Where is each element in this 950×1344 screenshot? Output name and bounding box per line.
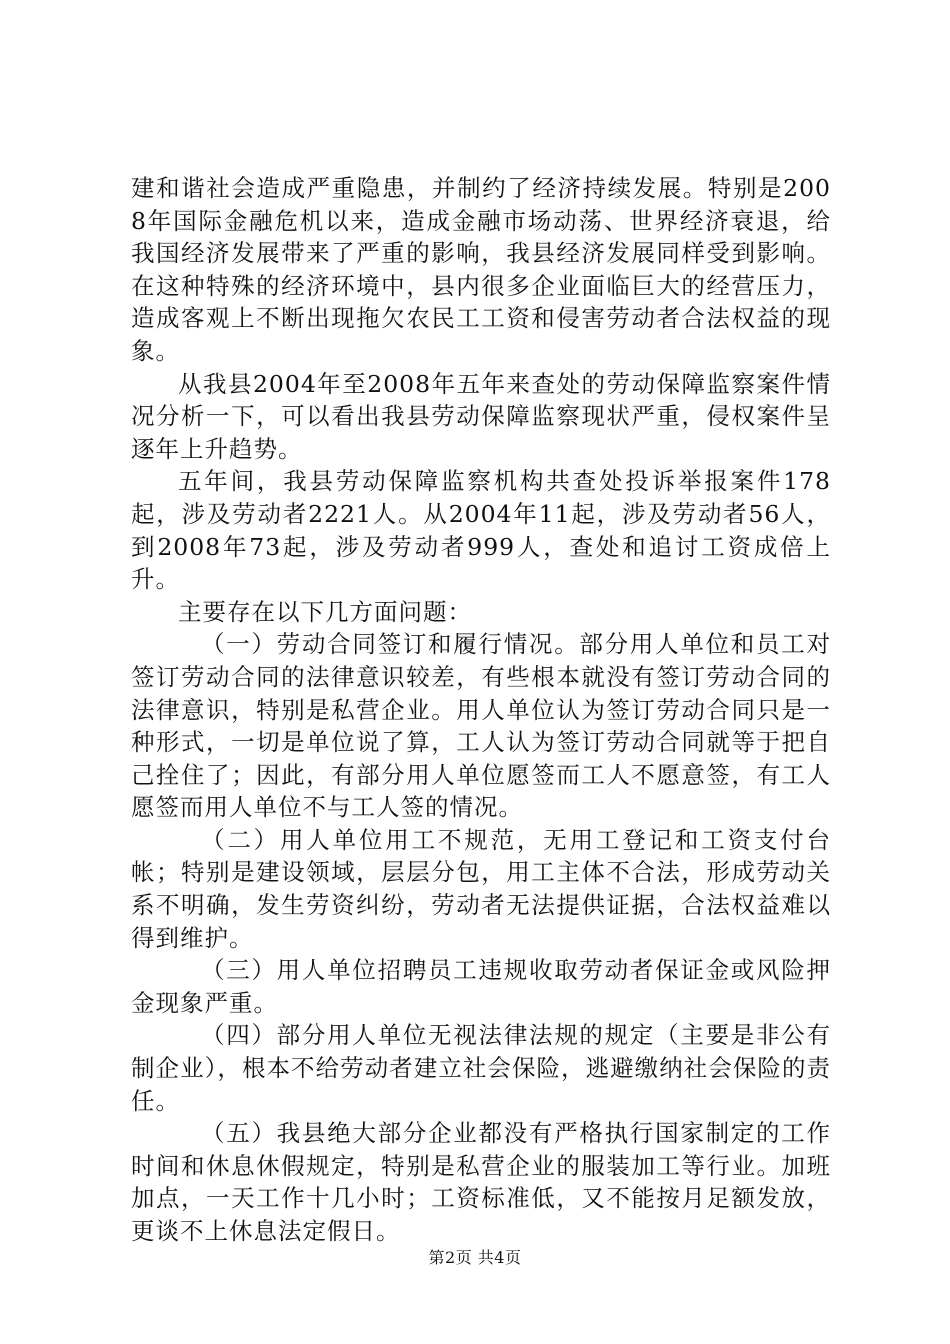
paragraph-economic-context: 建和谐社会造成严重隐患，并制约了经济持续发展。特别是2008年国际金融危机以来，造成金融市场动荡、世界经济衰退，给我国经济发展带来了严重的影响，我县经济发展同样受到影响。在这种特殊的经济环境中，县内很多企业面临巨大的经营压力，造成客观上不断出现拖欠农民工工资和侵害劳动者合法权益的现象。 xyxy=(131,174,831,365)
paragraph-problem-2: （二）用人单位用工不规范，无用工登记和工资支付台帐；特别是建设领域，层层分包，用工主体不合法，形成劳动关系不明确，发生劳资纠纷，劳动者无法提供证据，合法权益难以得到维护。 xyxy=(131,825,831,952)
page-footer xyxy=(0,1245,950,1268)
paragraph-problem-5: （五）我县绝大部分企业都没有严格执行国家制定的工作时间和休息休假规定，特别是私营企业的服装加工等行业。加班加点，一天工作十几小时；工资标准低，又不能按月足额发放，更谈不上休息法定假日。 xyxy=(131,1119,831,1245)
paragraph-problems-intro: 主要存在以下几方面问题： xyxy=(178,597,472,626)
paragraph-five-year-stats: 五年间，我县劳动保障监察机构共查处投诉举报案件178起，涉及劳动者2221人。从2004年11起，涉及劳动者56人，到2008年73起，涉及劳动者999人，查处和追讨工资成倍上升。 xyxy=(131,467,831,594)
paragraph-problem-1: （一）劳动合同签订和履行情况。部分用人单位和员工对签订劳动合同的法律意识较差，有些根本就没有签订劳动合同的法律意识，特别是私营企业。用人单位认为签订劳动合同只是一种形式，一切是单位说了算，工人认为签订劳动合同就等于把自己拴住了；因此，有部分用人单位愿签而工人不愿意签，有工人愿签而用人单位不与工人签的情况。 xyxy=(131,630,831,822)
paragraph-problem-4: （四）部分用人单位无视法律法规的规定（主要是非公有制企业），根本不给劳动者建立社会保险，逃避缴纳社会保险的责任。 xyxy=(131,1021,831,1115)
paragraph-problem-3: （三）用人单位招聘员工违规收取劳动者保证金或风险押金现象严重。 xyxy=(131,956,831,1017)
page-number-indicator: 第2页 共4页 xyxy=(428,1248,522,1267)
paragraph-case-analysis: 从我县2004年至2008年五年来查处的劳动保障监察案件情况分析一下，可以看出我县劳动保障监察现状严重，侵权案件呈逐年上升趋势。 xyxy=(131,369,831,463)
document-body xyxy=(131,172,831,1248)
